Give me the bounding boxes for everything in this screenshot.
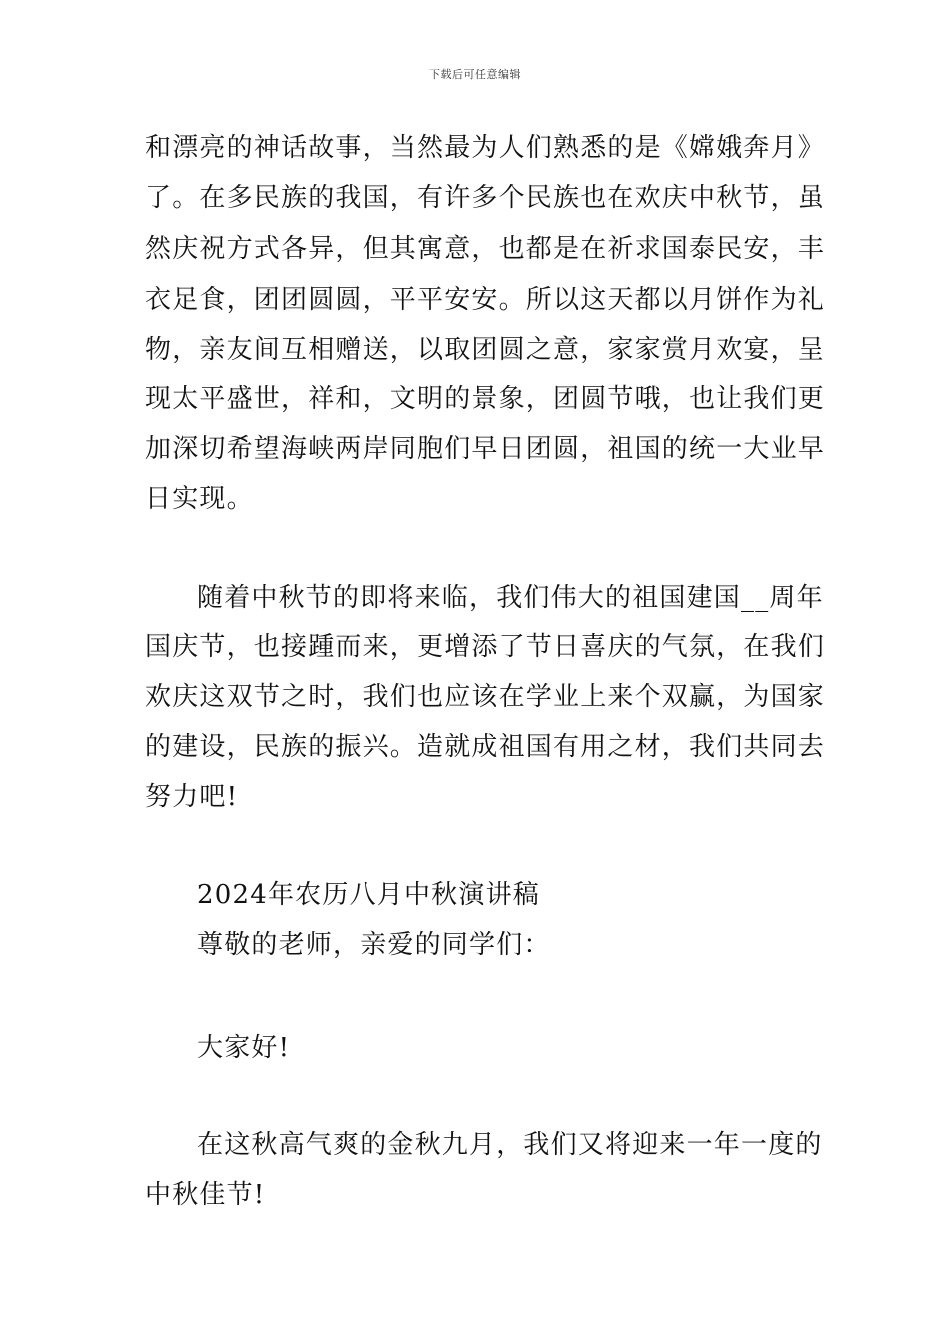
paragraph-line: 国庆节，也接踵而来，更增添了节日喜庆的气氛，在我们 [145,632,826,662]
greeting: 大家好! [197,1033,291,1063]
paragraph-line: 欢庆这双节之时，我们也应该在学业上来个双赢，为国家 [145,682,826,712]
paragraph-line: 努力吧! [145,782,239,812]
paragraph-line: 日实现。 [145,484,254,514]
paragraph-line: 在这秋高气爽的金秋九月，我们又将迎来一年一度的 [197,1130,823,1160]
header-note: 下载后可任意编辑 [429,68,521,81]
paragraph-line: 随着中秋节的即将来临，我们伟大的祖国建国__周年 [197,583,824,613]
paragraph-line: 和漂亮的神话故事，当然最为人们熟悉的是《嫦娥奔月》 [145,133,826,163]
speech-title: 2024年农历八月中秋演讲稿 [197,880,540,910]
paragraph-line: 物，亲友间互相赠送，以取团圆之意，家家赏月欢宴，呈 [145,335,826,365]
paragraph-line: 然庆祝方式各异，但其寓意，也都是在祈求国泰民安，丰 [145,234,826,264]
paragraph-line: 衣足食，团团圆圆，平平安安。所以这天都以月饼作为礼 [145,285,826,315]
paragraph-line: 的建设，民族的振兴。造就成祖国有用之材，我们共同去 [145,732,826,762]
paragraph-line: 现太平盛世，祥和，文明的景象，团圆节哦，也让我们更 [145,384,826,414]
paragraph-line: 了。在多民族的我国，有许多个民族也在欢庆中秋节，虽 [145,183,826,213]
paragraph-line: 中秋佳节! [145,1180,266,1210]
paragraph-line: 加深切希望海峡两岸同胞们早日团圆，祖国的统一大业早 [145,434,826,464]
salutation: 尊敬的老师，亲爱的同学们： [197,930,551,960]
